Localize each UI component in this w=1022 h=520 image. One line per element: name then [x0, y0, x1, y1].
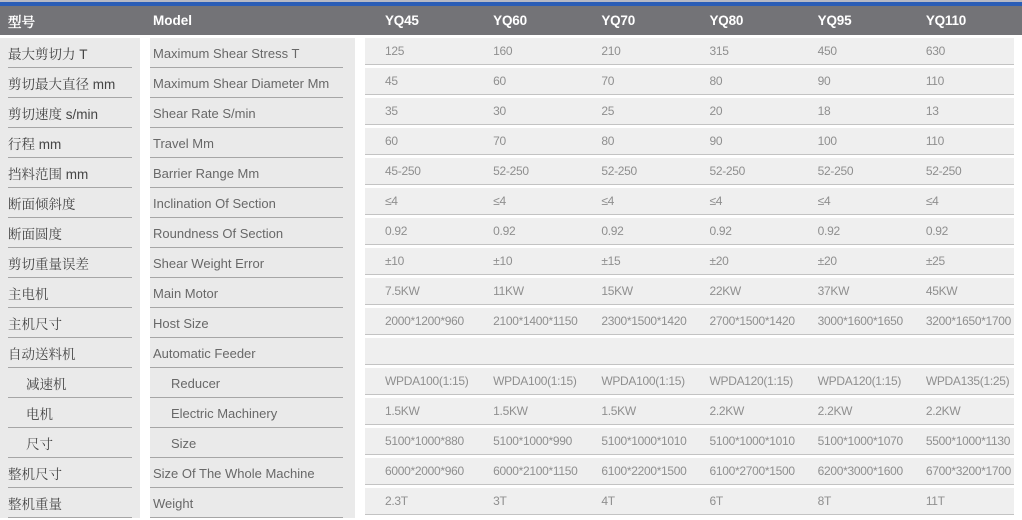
spec-values-strip	[365, 398, 1014, 425]
spec-label-en: Roundness Of Section	[150, 218, 355, 248]
spec-label-en: Inclination Of Section	[150, 188, 355, 218]
table-row	[0, 158, 1022, 188]
spec-label-cn: 断面倾斜度	[0, 188, 140, 218]
spec-value: ±20	[709, 254, 729, 268]
spec-value: 0.92	[817, 224, 840, 238]
spec-value: 37KW	[817, 284, 850, 298]
spec-value: 8T	[817, 494, 832, 508]
table-row	[0, 488, 1022, 518]
spec-values-strip	[365, 428, 1014, 455]
spec-value: 0.92	[709, 224, 732, 238]
spec-value: 6000*2000*960	[385, 464, 464, 478]
spec-value: 11KW	[493, 284, 524, 298]
spec-values-strip	[365, 38, 1014, 65]
spec-label-en: Barrier Range Mm	[150, 158, 355, 188]
spec-value: 35	[385, 104, 398, 118]
spec-value: 0.92	[385, 224, 408, 238]
spec-value: 45-250	[385, 164, 421, 178]
spec-value: 60	[493, 74, 506, 88]
spec-label-cn: 减速机	[0, 368, 140, 398]
table-row	[0, 248, 1022, 278]
spec-label-en: Maximum Shear Stress T	[150, 38, 355, 68]
spec-value: 2100*1400*1150	[493, 314, 578, 328]
spec-values-strip	[365, 128, 1014, 155]
spec-value: 2300*1500*1420	[601, 314, 687, 328]
spec-value: 52-250	[817, 164, 854, 178]
table-row	[0, 128, 1022, 158]
spec-values-strip	[365, 338, 1014, 365]
spec-value: 18	[817, 104, 831, 118]
spec-label-en: Automatic Feeder	[150, 338, 355, 368]
spec-value: 6100*2700*1500	[709, 464, 795, 478]
spec-value: ±10	[385, 254, 405, 268]
spec-values-strip	[365, 188, 1014, 215]
spec-label-cn: 主机尺寸	[0, 308, 140, 338]
spec-label-cn: 整机尺寸	[0, 458, 140, 488]
spec-values-strip	[365, 368, 1014, 395]
table-row	[0, 278, 1022, 308]
spec-value: 20	[709, 104, 723, 118]
spec-value: 0.92	[925, 224, 948, 238]
spec-value: 2000*1200*960	[385, 314, 464, 328]
spec-value: 210	[601, 44, 621, 58]
spec-value: 52-250	[925, 164, 962, 178]
spec-value: 315	[709, 44, 729, 58]
spec-value: 13	[925, 104, 939, 118]
spec-value: 2700*1500*1420	[709, 314, 795, 328]
header-model-yq80: YQ80	[709, 13, 744, 28]
table-header-row	[0, 6, 1022, 35]
spec-value: 52-250	[493, 164, 529, 178]
spec-value: 6100*2200*1500	[601, 464, 687, 478]
table-row	[0, 98, 1022, 128]
spec-value: 2.2KW	[709, 404, 744, 418]
spec-value: 7.5KW	[385, 284, 420, 298]
spec-value: 1.5KW	[385, 404, 420, 418]
spec-label-cn: 剪切速度 s/min	[0, 98, 140, 128]
spec-value: 5100*1000*1010	[601, 434, 687, 448]
table-body	[0, 38, 1022, 518]
spec-value: ≤4	[817, 194, 831, 208]
spec-value: 2.2KW	[817, 404, 853, 418]
spec-value: 5100*1000*1070	[817, 434, 903, 448]
spec-label-en: Weight	[150, 488, 355, 518]
spec-value: 3T	[493, 494, 507, 508]
spec-value: WPDA100(1:15)	[601, 374, 685, 388]
spec-value: 1.5KW	[601, 404, 636, 418]
spec-value: 70	[601, 74, 615, 88]
spec-value: 3200*1650*1700	[925, 314, 1012, 328]
header-model-yq95: YQ95	[817, 13, 852, 28]
spec-value: 80	[601, 134, 615, 148]
spec-value: 25	[601, 104, 615, 118]
spec-value: ≤4	[601, 194, 614, 208]
spec-label-en: Main Motor	[150, 278, 355, 308]
table-row	[0, 308, 1022, 338]
spec-label-en: Shear Rate S/min	[150, 98, 355, 128]
spec-value: 0.92	[493, 224, 516, 238]
header-model-columns	[365, 13, 1014, 28]
spec-label-en: Shear Weight Error	[150, 248, 355, 278]
spec-label-en: Maximum Shear Diameter Mm	[150, 68, 355, 98]
spec-value: 15KW	[601, 284, 633, 298]
spec-value: 5100*1000*1010	[709, 434, 795, 448]
spec-label-cn: 行程 mm	[0, 128, 140, 158]
spec-label-cn: 主电机	[0, 278, 140, 308]
spec-value: WPDA100(1:15)	[385, 374, 469, 388]
table-row	[0, 398, 1022, 428]
spec-values-strip	[365, 488, 1014, 515]
spec-label-cn: 整机重量	[0, 488, 140, 518]
spec-label-cn: 剪切最大直径 mm	[0, 68, 140, 98]
spec-value: WPDA100(1:15)	[493, 374, 577, 388]
spec-value: 45KW	[925, 284, 958, 298]
spec-label-cn: 自动送料机	[0, 338, 140, 368]
spec-value: ≤4	[925, 194, 939, 208]
header-model-label-cn: 型号	[8, 14, 35, 30]
spec-value: ≤4	[493, 194, 506, 208]
header-model-label-en: Model	[153, 13, 192, 28]
spec-value: 450	[817, 44, 837, 58]
spec-value: 6200*3000*1600	[817, 464, 903, 478]
spec-label-en: Electric Machinery	[150, 398, 355, 428]
spec-value: 22KW	[709, 284, 741, 298]
spec-values-strip	[365, 98, 1014, 125]
spec-value: 6700*3200*1700	[925, 464, 1012, 478]
spec-value: 110	[925, 74, 945, 88]
spec-value: 125	[385, 44, 405, 58]
spec-values-strip	[365, 458, 1014, 485]
spec-value: WPDA135(1:25)	[925, 374, 1010, 388]
table-row	[0, 38, 1022, 68]
spec-value: 5500*1000*1130	[925, 434, 1011, 448]
spec-label-cn: 剪切重量误差	[0, 248, 140, 278]
spec-value: 60	[385, 134, 398, 148]
spec-value: 5100*1000*880	[385, 434, 464, 448]
spec-label-cn: 挡料范围 mm	[0, 158, 140, 188]
spec-value: 1.5KW	[493, 404, 528, 418]
spec-value: 630	[925, 44, 945, 58]
spec-label-en: Size	[150, 428, 355, 458]
spec-value: 4T	[601, 494, 615, 508]
spec-value: ±15	[601, 254, 621, 268]
table-row	[0, 368, 1022, 398]
spec-value: 11T	[925, 494, 945, 508]
spec-value: 52-250	[601, 164, 637, 178]
spec-values-strip	[365, 68, 1014, 95]
header-model-yq70: YQ70	[601, 13, 636, 28]
spec-values-strip	[365, 278, 1014, 305]
spec-value: ±25	[925, 254, 945, 268]
spec-values-strip	[365, 308, 1014, 335]
table-row	[0, 458, 1022, 488]
table-row	[0, 188, 1022, 218]
spec-value: 80	[709, 74, 723, 88]
spec-label-cn: 电机	[0, 398, 140, 428]
spec-label-en: Size Of The Whole Machine	[150, 458, 355, 488]
spec-value: 30	[493, 104, 506, 118]
spec-label-cn: 断面圆度	[0, 218, 140, 248]
table-row	[0, 428, 1022, 458]
header-model-yq60: YQ60	[493, 13, 527, 28]
spec-value: 90	[817, 74, 831, 88]
spec-value: 90	[709, 134, 723, 148]
spec-values-strip	[365, 248, 1014, 275]
spec-value: 70	[493, 134, 506, 148]
spec-value: ±10	[493, 254, 513, 268]
table-row	[0, 68, 1022, 98]
header-model-yq110: YQ110	[925, 13, 967, 28]
spec-label-cn: 尺寸	[0, 428, 140, 458]
spec-value: 5100*1000*990	[493, 434, 573, 448]
spec-value: 52-250	[709, 164, 746, 178]
header-model-yq45: YQ45	[385, 13, 419, 28]
table-row	[0, 338, 1022, 368]
spec-value: 100	[817, 134, 837, 148]
table-row	[0, 218, 1022, 248]
spec-label-en: Host Size	[150, 308, 355, 338]
spec-value: 110	[925, 134, 945, 148]
spec-value: 6T	[709, 494, 723, 508]
spec-label-en: Reducer	[150, 368, 355, 398]
spec-value: 45	[385, 74, 398, 88]
spec-value: 3000*1600*1650	[817, 314, 903, 328]
spec-value: WPDA120(1:15)	[817, 374, 902, 388]
spec-label-cn: 最大剪切力 T	[0, 38, 140, 68]
spec-value: ≤4	[385, 194, 398, 208]
spec-values-strip	[365, 218, 1014, 245]
spec-value: WPDA120(1:15)	[709, 374, 793, 388]
spec-value: 6000*2100*1150	[493, 464, 578, 478]
spec-value: ±20	[817, 254, 837, 268]
spec-value: ≤4	[709, 194, 723, 208]
spec-label-en: Travel Mm	[150, 128, 355, 158]
spec-value: 0.92	[601, 224, 624, 238]
spec-value: 2.3T	[385, 494, 408, 508]
spec-value: 2.2KW	[925, 404, 961, 418]
spec-value: 160	[493, 44, 513, 58]
spec-values-strip	[365, 158, 1014, 185]
